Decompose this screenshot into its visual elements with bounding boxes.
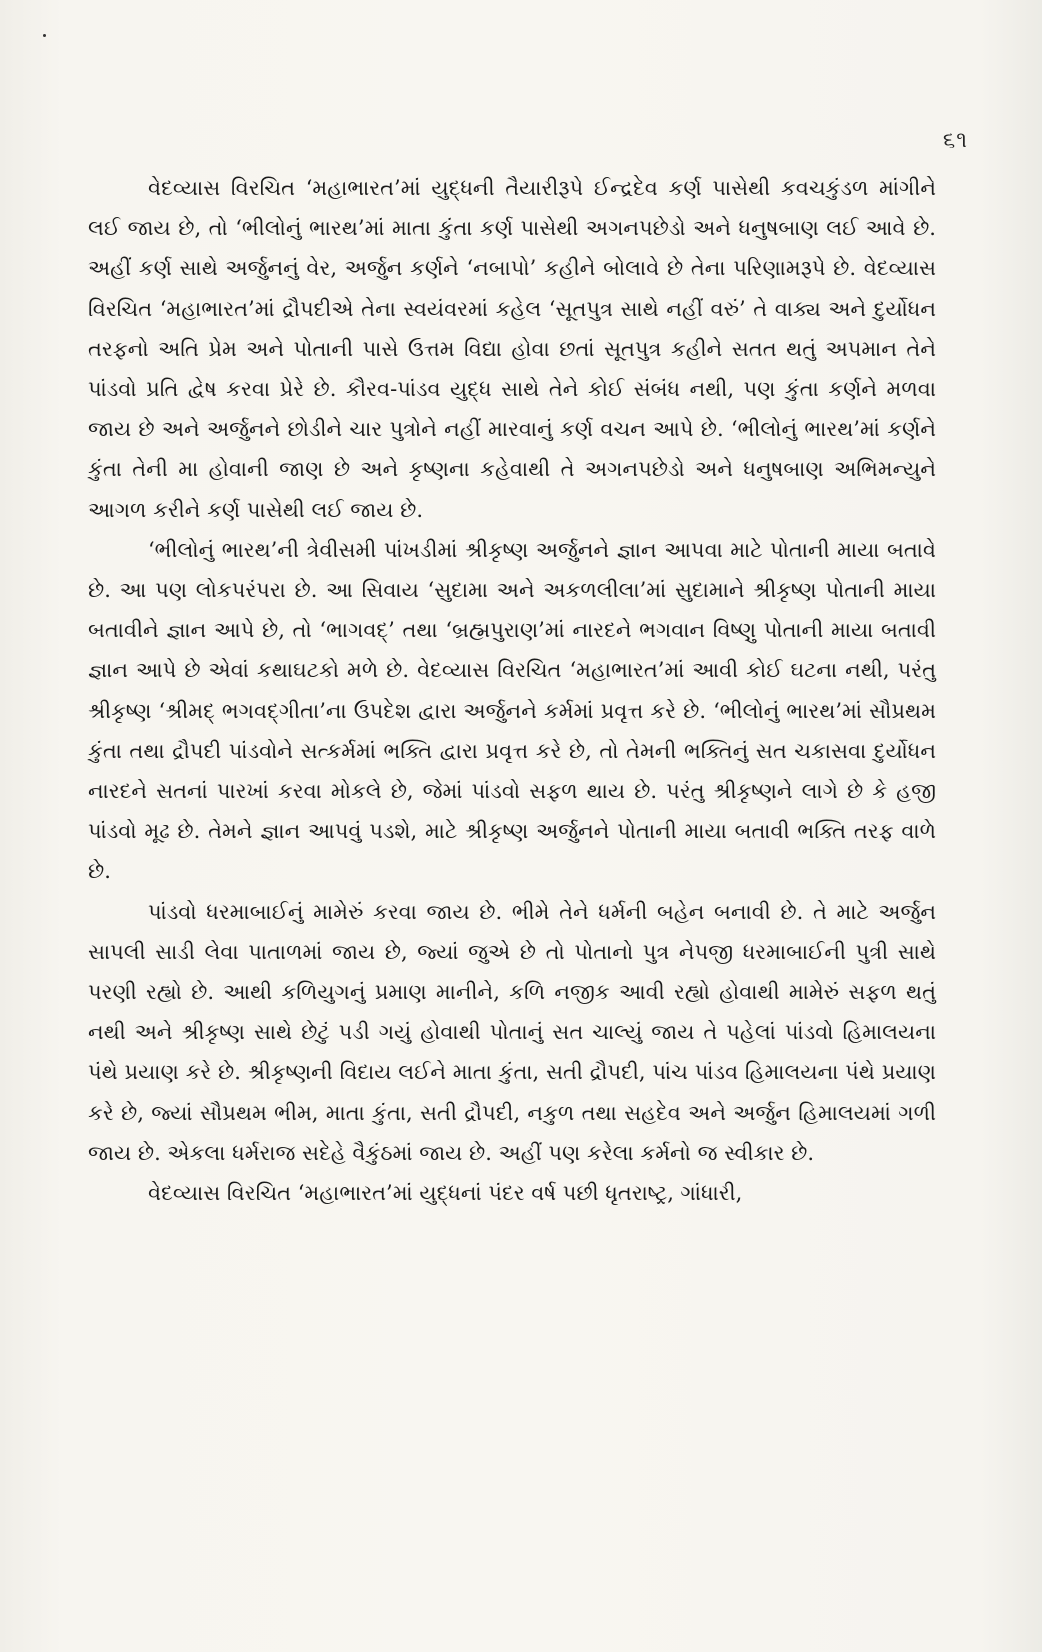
speck-mark xyxy=(43,34,46,37)
page-number: ૬૧ xyxy=(942,128,968,153)
paragraph-1: વેદવ્યાસ વિરચિત ‘મહાભારત’માં યુદ્ધની તૈયારીરૂપે ઈન્દ્રદેવ કર્ણ પાસેથી કવચકુંડળ માંગીને લઈ જાય છે, તો ‘ભીલોનું ભારથ’માં માતા કુંતા કર્ણ પાસેથી અગનપછેડો અને ધનુષબાણ લઈ આવે છે. અહીં કર્ણ સાથે અર્જુનનું વેર, અર્જુન કર્ણને ‘નબાપો’ કહીને બોલાવે છે તેના પરિણામરૂપે છે. વેદવ્યાસ વિરચિત ‘મહાભારત’માં દ્રૌપદીએ તેના સ્વયંવરમાં કહેલ ‘સૂતપુત્ર સાથે નહીં વરું’ તે વાક્ય અને દુર્યોધન તરફનો અતિ પ્રેમ અને પોતાની પાસે ઉત્તમ વિદ્યા હોવા છતાં સૂતપુત્ર કહીને સતત થતું અપમાન તેને પાંડવો પ્રતિ દ્વેષ કરવા પ્રેરે છે. કૌરવ-પાંડવ યુદ્ધ સાથે તેને કોઈ સંબંધ નથી, પણ કુંતા કર્ણને મળવા જાય છે અને અર્જુનને છોડીને ચાર પુત્રોને નહીં મારવાનું કર્ણ વચન આપે છે. ‘ભીલોનું ભારથ’માં કર્ણને કુંતા તેની મા હોવાની જાણ છે અને કૃષ્ણના કહેવાથી તે અગનપછેડો અને ધનુષબાણ અભિમન્યુને આગળ કરીને કર્ણ પાસેથી લઈ જાય છે. xyxy=(88,176,936,522)
body-text xyxy=(88,168,936,1213)
paragraph-4: વેદવ્યાસ વિરચિત ‘મહાભારત’માં યુદ્ધનાં પંદર વર્ષ પછી ધૃતરાષ્ટ્ર, ગાંધારી, xyxy=(148,1181,743,1206)
paragraph-3: પાંડવો ધરમાબાઈનું મામેરું કરવા જાય છે. ભીમે તેને ધર્મની બહેન બનાવી છે. તે માટે અર્જુન સાપલી સાડી લેવા પાતાળમાં જાય છે, જ્યાં જુએ છે તો પોતાનો પુત્ર નેપજી ધરમાબાઈની પુત્રી સાથે પરણી રહ્યો છે. આથી કળિયુગનું પ્રમાણ માનીને, કળિ નજીક આવી રહ્યો હોવાથી મામેરું સફળ થતું નથી અને શ્રીકૃષ્ણ સાથે છેટું પડી ગયું હોવાથી પોતાનું સત ચાલ્યું જાય તે પહેલાં પાંડવો હિમાલયના પંથે પ્રયાણ કરે છે. શ્રીકૃષ્ણની વિદાય લઈને માતા કુંતા, સતી દ્રૌપદી, પાંચ પાંડવ હિમાલયના પંથે પ્રયાણ કરે છે, જ્યાં સૌપ્રથમ ભીમ, માતા કુંતા, સતી દ્રૌપદી, નકુળ તથા સહદેવ અને અર્જુન હિમાલયમાં ગળી જાય છે. એકલા ધર્મરાજ સદેહે વૈકુંઠમાં જાય છે. અહીં પણ કરેલા કર્મનો જ સ્વીકાર છે. xyxy=(88,899,936,1165)
paragraph-2: ‘ભીલોનું ભારથ’ની ત્રેવીસમી પાંખડીમાં શ્રીકૃષ્ણ અર્જુનને જ્ઞાન આપવા માટે પોતાની માયા બતાવે છે. આ પણ લોકપરંપરા છે. આ સિવાય ‘સુદામા અને અકળલીલા’માં સુદામાને શ્રીકૃષ્ણ પોતાની માયા બતાવીને જ્ઞાન આપે છે, તો ‘ભાગવદ્’ તથા ‘બ્રહ્મપુરાણ’માં નારદને ભગવાન વિષ્ણુ પોતાની માયા બતાવી જ્ઞાન આપે છે એવાં કથાઘટકો મળે છે. વેદવ્યાસ વિરચિત ‘મહાભારત’માં આવી કોઈ ઘટના નથી, પરંતુ શ્રીકૃષ્ણ ‘શ્રીમદ્ ભગવદ્ગીતા’ના ઉપદેશ દ્વારા અર્જુનને કર્મમાં પ્રવૃત્ત કરે છે. ‘ભીલોનું ભારથ’માં સૌપ્રથમ કુંતા તથા દ્રૌપદી પાંડવોને સત્કર્મમાં ભક્તિ દ્વારા પ્રવૃત્ત કરે છે, તો તેમની ભક્તિનું સત ચકાસવા દુર્યોધન નારદને સતનાં પારખાં કરવા મોકલે છે, જેમાં પાંડવો સફળ થાય છે. પરંતુ શ્રીકૃષ્ણને લાગે છે કે હજી પાંડવો મૂઢ છે. તેમને જ્ઞાન આપવું પડશે, માટે શ્રીકૃષ્ણ અર્જુનને પોતાની માયા બતાવી ભક્તિ તરફ વાળે છે. xyxy=(88,537,936,884)
